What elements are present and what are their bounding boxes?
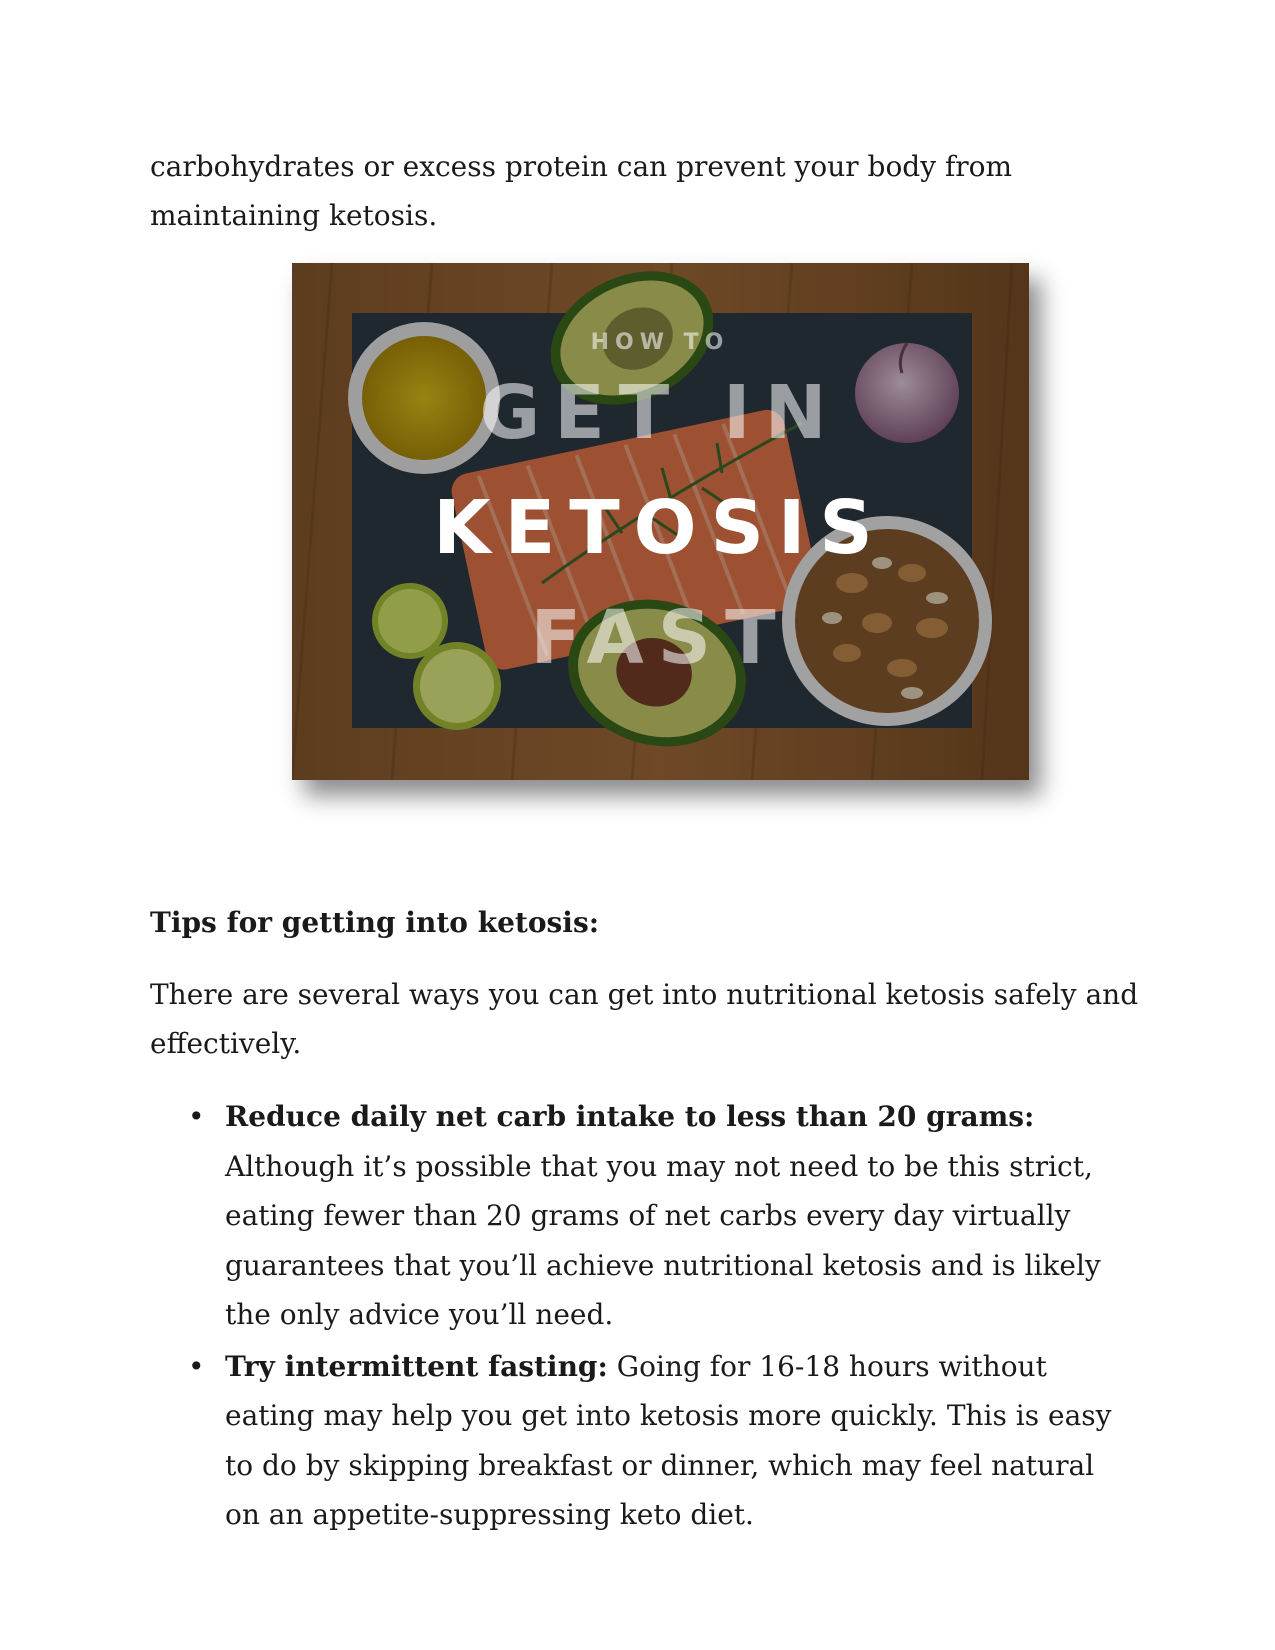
tip-text: Although it’s possible that you may not need to be this strict, eating fewer than 20 grams of net carbs every day virtually guarantees that you’ll achieve nutritional ketosis and is likely the only advice you’ll need. (225, 1149, 1101, 1331)
bullet-icon: • (188, 1349, 205, 1383)
list-item (188, 1342, 1125, 1540)
tip-text: Going for 16-18 hours without eating may help you get into ketosis more quickly. This is easy to do by skipping breakfast or dinner, which may feel natural on an appetite-suppressing keto diet. (225, 1349, 1112, 1531)
hero-line-ketosis: KETOSIS (433, 485, 887, 571)
hero-line-fast: FAST (530, 595, 790, 681)
tip-title: Try intermittent fasting: (225, 1349, 608, 1383)
hero-image (292, 263, 1029, 780)
section-heading: Tips for getting into ketosis: (150, 906, 600, 939)
hero-line-how-to: HOW TO (590, 330, 730, 355)
hero-line-get-in: GET IN (479, 370, 841, 456)
list-item (188, 1092, 1125, 1340)
tips-list (188, 1092, 1125, 1542)
paragraph-top: carbohydrates or excess protein can prevent your body from maintaining ketosis. (150, 150, 1013, 232)
bullet-icon: • (188, 1100, 205, 1133)
tip-title: Reduce daily net carb intake to less than 20 grams: (225, 1100, 1035, 1133)
paragraph-intro: There are several ways you can get into nutritional ketosis safely and effectively. (150, 978, 1139, 1060)
